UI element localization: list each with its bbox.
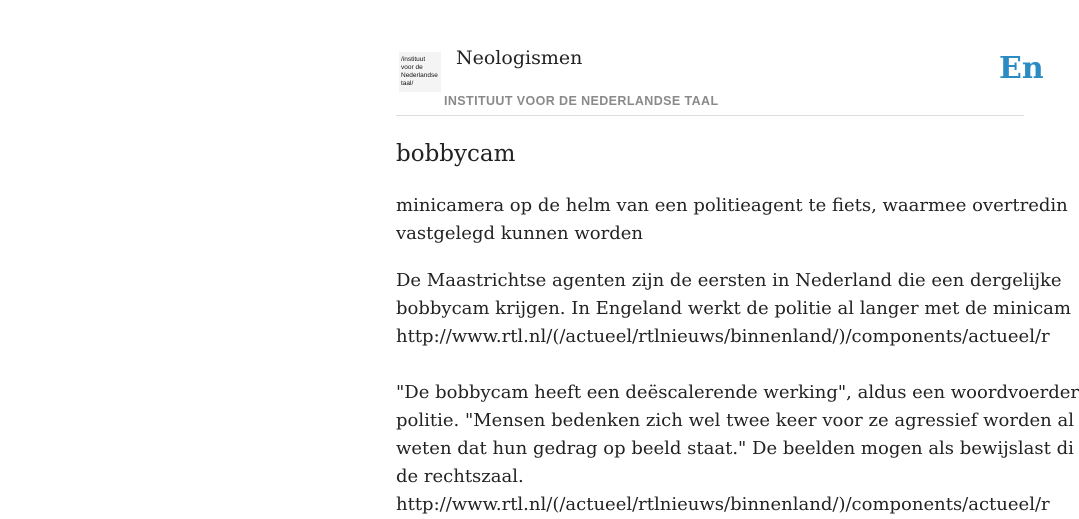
page [396,0,1079,515]
site-name-link[interactable]: Neologismen [456,47,583,69]
institute-subtitle: INSTITUUT VOOR DE NEDERLANDSE TAAL [444,94,719,108]
quotation-line: De Maastrichtse agenten zijn de eersten in Nederland die een dergelijke [396,270,1062,291]
quotation-line: weten dat hun gedrag op beeld staat." De beelden mogen als bewijslast di [396,438,1074,459]
source-link[interactable]: http://www.rtl.nl/(/actueel/rtlnieuws/binnenland/)/components/actueel/r [396,326,1050,347]
header-divider [396,115,1024,116]
definition-line: vastgelegd kunnen worden [396,223,643,244]
definition-line: minicamera op de helm van een politieagent te fiets, waarmee overtredin [396,195,1068,216]
logo-text: /instituut voor de Nederlandse taal/ [401,56,438,87]
quotation-line: de rechtszaal. [396,466,524,487]
institute-logo[interactable] [399,52,441,92]
quotation-line: politie. "Mensen bedenken zich wel twee keer voor ze agressief worden al [396,410,1074,431]
quotation-line: "De bobbycam heeft een deëscalerende werking", aldus een woordvoerder [396,382,1079,403]
entry-headword: bobbycam [396,141,516,167]
language-switch-link[interactable]: En [999,51,1044,86]
quotation-line: bobbycam krijgen. In Engeland werkt de politie al langer met de minicam [396,298,1071,319]
source-link[interactable]: http://www.rtl.nl/(/actueel/rtlnieuws/binnenland/)/components/actueel/r [396,494,1050,515]
